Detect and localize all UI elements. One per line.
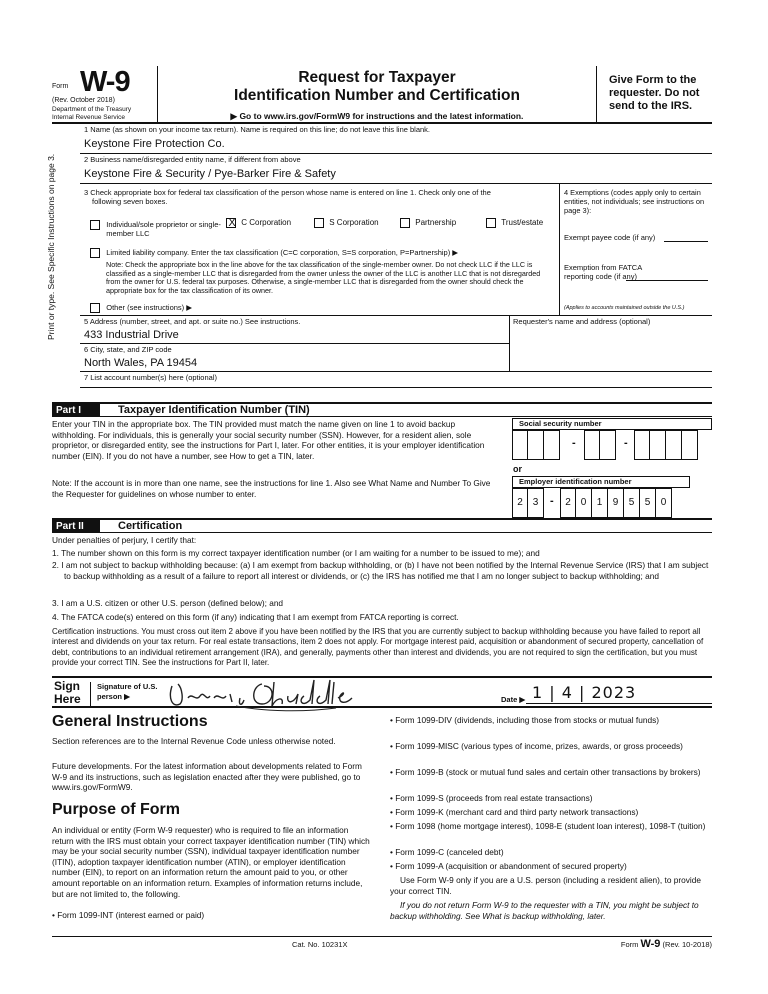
option-individual-label: Individual/sole proprietor or single-member LLC <box>106 220 221 238</box>
option-llc-label: Limited liability company. Enter the tax classification (C=C corporation, S=S corporation, P=Partnership) ▶ <box>106 248 459 258</box>
fatca-field[interactable] <box>626 280 708 281</box>
fatca-applies: (Applies to accounts maintained outside the U.S.) <box>564 305 685 311</box>
footer-form-id <box>621 938 712 950</box>
side-label-text: Print or type. See Specific Instructions on page 3. <box>46 153 56 340</box>
form-id-block <box>52 66 158 124</box>
cert-item-4: 4. The FATCA code(s) entered on this form (if any) indicating that I am exempt from FATCA reporting is correct. <box>52 612 459 622</box>
ein-digit[interactable]: 1 <box>592 488 608 518</box>
checkbox-individual[interactable] <box>90 220 100 230</box>
option-llc[interactable] <box>90 248 458 258</box>
exempt-payee-label: Exempt payee code (if any) <box>564 233 656 242</box>
part2-tag: Part II <box>52 520 100 533</box>
ssn-digit[interactable] <box>634 430 650 460</box>
ein-digit[interactable]: 3 <box>528 488 544 518</box>
cert-instructions: Certification instructions. You must cross out item 2 above if you have been notified by the IRS that you are currently subject to backup withholding because you have failed to report all interest and dividends on your tax return. For real estate transactions, item 2 does not apply. For mortgage interest paid, acquisition or abandonment of secured property, cancellation of debt, contributions to an individual retirement arrangement (IRA), and generally, payments other than interest and dividends, you are not required to sign the certification, but you must provide your correct TIN. See the instructions for Part II, later. <box>52 627 704 668</box>
requester-box[interactable] <box>510 316 712 372</box>
exempt-payee-field[interactable] <box>664 241 708 242</box>
footer-form-number: W-9 <box>640 938 661 950</box>
ein-digit[interactable]: 5 <box>640 488 656 518</box>
line5-label: 5 Address (number, street, and apt. or suite no.) See instructions. <box>84 317 301 326</box>
part1-tag: Part I <box>52 404 100 417</box>
footer-rev: (Rev. 10-2018) <box>662 940 712 949</box>
ssn-digit[interactable] <box>682 430 698 460</box>
ssn-digit[interactable] <box>544 430 560 460</box>
line5-value[interactable]: 433 Industrial Drive <box>84 329 179 341</box>
option-individual[interactable] <box>90 220 246 238</box>
line3-label-b: following seven boxes. <box>92 197 168 206</box>
checkbox-trust[interactable] <box>486 218 496 228</box>
footer-form-word: Form <box>620 940 639 949</box>
page-footer <box>52 936 712 950</box>
form-header <box>52 66 712 124</box>
line2-label: 2 Business name/disregarded entity name, if different from above <box>84 155 301 164</box>
ein-digit[interactable]: 5 <box>624 488 640 518</box>
general-future: Future developments. For the latest information about developments related to Form W-9 and its instructions, such as legislation enacted after they were published, go to www.irs.gov/FormW9. <box>52 761 362 793</box>
line4-label: 4 Exemptions (codes apply only to certain entities, not individuals; see instructions on page 3): <box>564 188 705 215</box>
option-s-corp-label: S Corporation <box>329 218 379 228</box>
ein-digit[interactable]: 2 <box>560 488 576 518</box>
ssn-digit[interactable] <box>600 430 616 460</box>
general-instructions-title: General Instructions <box>52 713 208 730</box>
if-not-para: If you do not return Form W-9 to the requester with a TIN, you might be subject to backup withholding. See What is backup withholding, later. <box>390 900 699 921</box>
bullet-1099-k: • Form 1099-K (merchant card and third party network transactions) <box>390 807 639 817</box>
ein-dash: - <box>550 495 554 507</box>
form-number: W-9 <box>80 66 130 98</box>
option-other[interactable] <box>90 303 192 313</box>
date-line <box>526 703 712 704</box>
ssn-label: Social security number <box>512 418 712 430</box>
part1-header <box>52 402 712 417</box>
bullet-1099-misc: • Form 1099-MISC (various types of income, prizes, awards, or gross proceeds) <box>390 741 683 751</box>
line4-exemptions <box>560 184 712 316</box>
line6-city <box>80 344 510 372</box>
line5-address <box>80 316 510 344</box>
general-p1: Section references are to the Internal Revenue Code unless otherwise noted. <box>52 736 336 746</box>
option-other-label: Other (see instructions) ▶ <box>106 303 193 313</box>
ssn-dash: - <box>624 437 628 449</box>
ssn-dash: - <box>572 437 576 449</box>
ssn-digit[interactable] <box>650 430 666 460</box>
option-trust-label: Trust/estate <box>501 218 544 228</box>
dept-line1: Department of the Treasury <box>52 106 132 113</box>
form-revision: (Rev. October 2018) <box>52 97 115 104</box>
llc-note: Note: Check the appropriate box in the line above for the tax classification of the single-member owner. Do not check LLC if the LLC is classified as a single-member LLC that is disregarded from the owner unless the owner of the LLC is another LLC that is not disregarded from the owner for U.S. federal tax purposes. Otherwise, a single-member LLC that is disregarded from the owner should check the appropriate box for the tax classification of its owner. <box>106 260 541 295</box>
give-form-notice: Give Form to the requester. Do not send to the IRS. <box>596 66 712 124</box>
form-title-line2: Identification Number and Certification <box>234 87 520 104</box>
checkbox-other[interactable] <box>90 303 100 313</box>
form-title-line1: Request for Taxpayer <box>298 69 456 86</box>
part1-title: Taxpayer Identification Number (TIN) <box>118 404 310 416</box>
requester-label: Requester's name and address (optional) <box>513 317 651 326</box>
cert-item-2: 2. I am not subject to backup withholding because: (a) I am exempt from backup withholding, or (b) I have not been notified by the Internal Revenue Service (IRS) that I am subject to backup withholding as a result of a failure to report all interest or dividends, or (c) the IRS has notified me that I am no longer subject to backup withholding; and <box>52 560 709 581</box>
checkbox-c-corp[interactable] <box>226 218 236 228</box>
bullet-1099-div: • Form 1099-DIV (dividends, including those from stocks or mutual funds) <box>390 715 659 725</box>
line6-value[interactable]: North Wales, PA 19454 <box>84 357 198 369</box>
line7-label: 7 List account number(s) here (optional) <box>84 373 217 382</box>
cert-item-1: 1. The number shown on this form is my correct taxpayer identification number (or I am waiting for a number to be issued to me); and <box>52 548 540 558</box>
ein-digit[interactable]: 0 <box>656 488 672 518</box>
date-label: Date ▶ <box>501 695 526 704</box>
ssn-digit[interactable] <box>584 430 600 460</box>
bullet-1098: • Form 1098 (home mortgage interest), 1098-E (student loan interest), 1098-T (tuition) <box>390 821 706 831</box>
option-partnership[interactable] <box>400 218 456 228</box>
bullet-1099-a: • Form 1099-A (acquisition or abandonment of secured property) <box>390 861 627 871</box>
checkbox-llc[interactable] <box>90 248 100 258</box>
signature-drawing[interactable] <box>166 678 406 712</box>
cat-number: Cat. No. 10231X <box>292 940 348 949</box>
purpose-title: Purpose of Form <box>52 801 181 818</box>
ein-digits[interactable] <box>512 488 690 518</box>
line2-business-name <box>80 154 712 184</box>
bullet-1099-s: • Form 1099-S (proceeds from real estate transactions) <box>390 793 593 803</box>
part2-header <box>52 518 712 533</box>
bullet-1099-int: • Form 1099-INT (interest earned or paid) <box>52 910 205 920</box>
check-mark-icon: X <box>228 217 236 229</box>
part1-note: Note: If the account is in more than one name, see the instructions for line 1. Also see What Name and Number To Give the Requester for guidelines on whose number to enter. <box>52 478 491 499</box>
date-value[interactable]: 1 | 4 | 2023 <box>532 683 637 702</box>
line1-name <box>80 124 712 154</box>
option-c-corp[interactable] <box>226 218 291 228</box>
ssn-digit[interactable] <box>528 430 544 460</box>
ssn-digit[interactable] <box>512 430 528 460</box>
purpose-para: An individual or entity (Form W-9 requester) who is required to file an information return with the IRS must obtain your correct taxpayer identification number (TIN) which may be your social security number (SSN), individual taxpayer identification number (ITIN), adoption taxpayer identification number (ATIN), or employer identification number (EIN), to report on an information return the amount paid to you, or other amount reportable on an information return. Examples of information returns include, but are not limited to, the following. <box>52 825 370 899</box>
form-word: Form <box>52 83 69 90</box>
line3-tax-classification <box>80 184 560 316</box>
goto-instructions: ▶ Go to www.irs.gov/FormW9 for instructions and the latest information. <box>230 111 524 121</box>
or-label: or <box>513 464 522 474</box>
option-partnership-label: Partnership <box>415 218 457 228</box>
option-c-corp-label: C Corporation <box>241 218 292 228</box>
part1-para1: Enter your TIN in the appropriate box. The TIN provided must match the name given on line 1 to avoid backup withholding. For individuals, this is generally your social security number (SSN). However, for a resident alien, sole proprietor, or disregarded entity, see the instructions for Part I, later. For other entities, it is your employer identification number (EIN). If you do not have a number, see How to get a TIN, later. <box>52 419 485 461</box>
ein-label: Employer identification number <box>512 476 690 488</box>
line7-account[interactable] <box>80 372 712 388</box>
bullet-1099-b: • Form 1099-B (stock or mutual fund sales and certain other transactions by brokers) <box>390 767 701 777</box>
option-s-corp[interactable] <box>314 218 379 228</box>
fatca-label: Exemption from FATCA reporting code (if any) <box>564 263 642 281</box>
ssn-digits[interactable] <box>512 430 712 460</box>
dept-line2: Internal Revenue Service <box>52 114 125 121</box>
sign-area <box>52 676 712 708</box>
line1-value[interactable]: Keystone Fire Protection Co. <box>84 138 225 150</box>
line2-value[interactable]: Keystone Fire & Security / Pye-Barker Fire & Safety <box>84 168 336 180</box>
ssn-digit[interactable] <box>666 430 682 460</box>
cert-item-3: 3. I am a U.S. citizen or other U.S. person (defined below); and <box>52 598 284 608</box>
part2-intro: Under penalties of perjury, I certify that: <box>52 535 197 545</box>
option-trust[interactable] <box>486 218 543 228</box>
form-title-block <box>158 66 596 124</box>
signature-of-label: Signature of U.S. person ▶ <box>90 682 166 706</box>
part2-title: Certification <box>118 520 183 532</box>
use-form-para: Use Form W-9 only if you are a U.S. person (including a resident alien), to provide your correct TIN. <box>390 875 701 896</box>
sign-here-label: Sign Here <box>54 679 81 706</box>
line3-label-a: 3 Check appropriate box for federal tax classification of the person whose name is entered on line 1. Check only one of the <box>84 188 491 197</box>
checkbox-s-corp[interactable] <box>314 218 324 228</box>
checkbox-partnership[interactable] <box>400 218 410 228</box>
line1-label: 1 Name (as shown on your income tax return). Name is required on this line; do not leave this line blank. <box>84 125 431 134</box>
side-label <box>36 153 56 350</box>
line6-label: 6 City, state, and ZIP code <box>84 345 172 354</box>
ein-digit[interactable]: 0 <box>576 488 592 518</box>
ein-digit[interactable]: 2 <box>512 488 528 518</box>
bullet-1099-c: • Form 1099-C (canceled debt) <box>390 847 504 857</box>
ein-digit[interactable]: 9 <box>608 488 624 518</box>
